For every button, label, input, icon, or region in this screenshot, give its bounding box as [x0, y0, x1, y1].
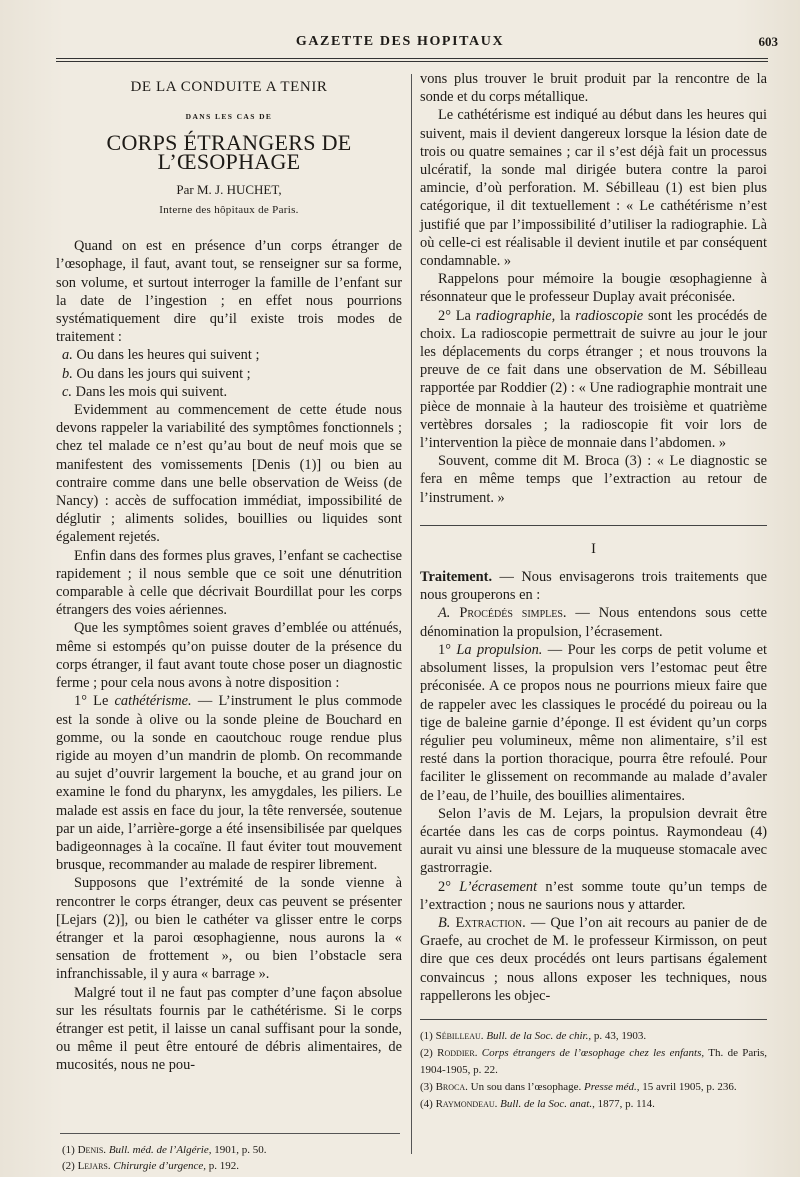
footnote-text: Th. de Paris, 1904-1905, p. 22.: [420, 1046, 768, 1076]
footnote-number: (2): [62, 1160, 78, 1172]
list-item: [56, 346, 402, 364]
paragraph-text: la: [555, 307, 576, 324]
paragraph: Malgré tout il ne faut pas compter d’une façon absolue sur les résultats fournis par le cathétérisme. Si le corps étranger est petit, il laisse un canal suffisant pour la sonde, ou même il peut être entouré de débris alimentaires, de mucosités, nous ne pou-: [56, 984, 402, 1074]
paragraph: Selon l’avis de M. Lejars, la propulsion devrait être écartée dans les cas de corps pointus. Raymondeau (4) aurait vu ainsi une blessure de la muqueuse stomacale avec gastrorragie.: [420, 805, 767, 877]
paragraph: Rappelons pour mémoire la bougie œsophagienne à résonnateur que le professeur Duplay avait préconisée.: [420, 271, 767, 306]
paragraph-text: — Nous entendons sous cette dénomination la propulsion, l’écrasement.: [420, 605, 767, 640]
footnote-title: Bull. de la Soc. anat.,: [497, 1097, 595, 1110]
article-title-top: DE LA CONDUITE A TENIR: [130, 79, 328, 95]
paragraph: [420, 307, 767, 453]
item-term: radiographie,: [475, 307, 556, 324]
footnote: [420, 1028, 767, 1045]
item-number: 2° La: [438, 307, 476, 324]
list-label: a.: [62, 347, 73, 364]
footnote-text: 1901, p. 50.: [211, 1144, 267, 1156]
paragraph: Que les symptômes soient graves d’emblée ou atténués, même si estompés qu’on puisse douter de la présence du corps étranger, il faut avant toute chose poser un diagnostic ferme ; pour cela nous avons à notre disposition :: [56, 620, 402, 692]
list-text: Dans les mois qui suivent.: [75, 383, 228, 400]
section-heading: Traitement.: [420, 569, 493, 586]
paragraph: Evidemment au commencement de cette étude nous devons rappeler la variabilité des symptômes fonctionnels ; chez tel malade ce n’est qu’au bout de neuf mois que se manifestent des vomissements [Denis (1)] ou bien au contraire comme dans une belle observation de Weiss (de Nancy) : accès de suffocation immédiat, impossibilité de déglutir ; aliments solides, bouillies ou liquides sont également rejetés.: [56, 402, 402, 546]
article-author: Par M. J. HUCHET,: [176, 181, 282, 197]
article-title-mid: DANS LES CAS DE: [185, 112, 273, 122]
paragraph: [420, 914, 767, 1005]
footnote-rule: [420, 1019, 767, 1020]
footnote: [62, 1142, 402, 1158]
list-text: Ou dans les heures qui suivent ;: [76, 347, 260, 364]
footnote-author: Roddier.: [437, 1046, 478, 1059]
footnote: [62, 1158, 402, 1174]
column-divider: [411, 74, 412, 1154]
paragraph-text: — Que l’on ait recours au panier de de Graefe, au crochet de M. le professeur Kirmisson, on peut dire que ces deux procédés ont leurs partisans également convaincus ; nous allons exposer les techniques, nous rappellerons les objec-: [420, 914, 767, 1004]
footnote-author: Broca.: [435, 1080, 468, 1093]
footnote-text: p. 43, 1903.: [591, 1029, 647, 1042]
list-text: Ou dans les jours qui suivent ;: [76, 365, 251, 382]
footnote-text: Un sou dans l’œsophage.: [467, 1080, 585, 1093]
footnote-author: Denis.: [77, 1144, 107, 1156]
footnote-number: (2): [420, 1046, 438, 1059]
running-head: GAZETTE DES HOPITAUX: [295, 34, 505, 49]
footnote-text: 1877, p. 114.: [594, 1097, 655, 1110]
item-heading: Procédés simples.: [459, 605, 567, 622]
item-number: 1° Le: [74, 693, 115, 710]
paragraph-text: sont les procédés de choix. La radioscopie permettrait de suivre au jour le jour les déplacements du corps étranger ; et nous trouvons la preuve de ce fait dans une observation de M. Sébilleau rapportée par Roddier (2) : « Une radiographie montrait une pièce de monnaie à la hauteur des troisième et quatrième vertèbres dorsales ; la radioscopie fit voir lors de l’intervention la pièce de monnaie dans l’abdomen. »: [420, 307, 767, 452]
list-item: [56, 365, 402, 383]
footnote-rule: [60, 1133, 400, 1134]
paragraph: Enfin dans des formes plus graves, l’enfant se cachectise rapidement ; il nous semble que ce soit une dénutrition comparable à celle que décrivait Bourdillat pour les corps étrangers des voies aériennes.: [56, 547, 402, 619]
item-number: 2°: [438, 878, 460, 895]
footnote: [420, 1045, 767, 1079]
paragraph-text: — Nous envisagerons trois traitements que nous grouperons en :: [420, 569, 767, 604]
item-heading: Extraction.: [455, 914, 526, 931]
paragraph: Le cathétérisme est indiqué au début dans les heures qui suivent, mais il devient dangereux lorsque la lésion date de trois ou quatre semaines ; car il s’est déjà fait un processus ulcératif, la sonde mal dirigée butera contre la paroi amincie, d’où perforation. M. Sébilleau (1) est bien plus catégorique, il dit textuellement : « Le cathétérisme n’est justifié que par l’impossibilité d’utiliser la radiographie. Là où celle-ci est réalisable il devient inutile et par conséquent condamnable. »: [420, 107, 767, 270]
footnote-number: (1): [62, 1144, 78, 1156]
paragraph: Souvent, comme dit M. Broca (3) : « Le diagnostic se fera en même temps que l’extraction au retour de l’instrument. »: [420, 453, 767, 506]
left-column: [56, 70, 402, 1075]
footnote-title: Bull. de la Soc. de chir.,: [483, 1029, 592, 1042]
section-number: I: [591, 540, 596, 557]
footnote-author: Lejars.: [77, 1160, 111, 1172]
footnote-title: Corps étrangers de l’œsophage chez les enfants,: [477, 1046, 705, 1059]
item-term: radioscopie: [575, 307, 644, 324]
paragraph: [56, 692, 402, 874]
item-term: L’écrasement: [459, 878, 538, 895]
paragraph-text: — L’instrument le plus commode est la sonde à olive ou la sonde pleine de Bouchard en gomme, ou la sonde en caoutchouc rouge rendue plus rigide au moyen d’un mandrin de plomb. On recommande au sujet d’ouvrir largement la bouche, et au grand jour on examine le fond du pharynx, les amygdales, les piliers. Le malade est assis en face du jour, la tête renversée, soutenue par un aide, l’arrière-gorge a été insensibilisée par quelques badigeonnages à la cocaïne. Il faut éviter tout mouvement brusque, recommander au malade de respirer librement.: [56, 693, 402, 874]
paragraph: Quand on est en présence d’un corps étranger de l’œsophage, il faut, avant tout, se renseigner sur sa forme, son volume, et surtout interroger la famille de l’enfant sur la date de l’ingestion ; en effet nous pourrions systématiquement dire qu’il existe trois modes de traitement :: [56, 238, 402, 346]
header-rule: [56, 58, 768, 62]
paragraph: [420, 878, 767, 914]
footnote-title: Chirurgie d’urgence,: [110, 1160, 207, 1172]
footnote-number: (3): [420, 1080, 436, 1093]
item-label: B.: [438, 914, 456, 931]
footnote-author: Raymondeau.: [435, 1097, 498, 1110]
paragraph: vons plus trouver le bruit produit par la rencontre de la sonde et du corps métallique.: [420, 71, 767, 106]
footnote-text: p. 192.: [206, 1160, 240, 1172]
footnote-author: Sébilleau.: [435, 1029, 484, 1042]
item-number: 1°: [438, 641, 457, 658]
paragraph-text: n’est somme toute qu’un temps de l’extraction ; nous ne saurions nous y attarder.: [420, 878, 767, 913]
section-rule: [420, 525, 767, 526]
right-column: [420, 70, 767, 1113]
paragraph: [420, 641, 767, 805]
item-term: cathétérisme.: [114, 693, 192, 710]
footnote-number: (4): [420, 1097, 436, 1110]
list-item: [56, 383, 402, 401]
list-label: c.: [62, 383, 72, 400]
footnote-text: 15 avril 1905, p. 236.: [639, 1080, 737, 1093]
footnote-title: Presse méd.,: [584, 1080, 640, 1093]
paragraph-text: — Pour les corps de petit volume et absolument lisses, la propulsion vers l’estomac peut être préconisée. A ce propos nous ne pourrions mieux faire que de rappeler avec les classiques le procédé du poireau ou la tige de baleine garnie d’éponge. Il est évident qu’un corps régulier peu volumineux, même non alimentaire, s’il est resté dans la portion thoracique, pourra être refoulé. Pour faciliter le glissement on recommande au malade d’avaler de l’eau, de l’huile, des bouillies alimentaires.: [420, 641, 767, 804]
left-footnotes: [62, 1142, 402, 1174]
footnote-title: Bull. méd. de l’Algérie,: [106, 1144, 212, 1156]
footnote: [420, 1096, 767, 1113]
footnote: [420, 1079, 767, 1096]
article-author-role: Interne des hôpitaux de Paris.: [159, 204, 299, 217]
list-label: b.: [62, 365, 73, 382]
right-footnotes: [420, 1028, 767, 1113]
paragraph: Supposons que l’extrémité de la sonde vienne à rencontrer le corps étranger, deux cas peuvent se présenter [Lejars (2)], ou bien le cathéter va glisser entre le corps étranger et la paroi œsophagienne, nous aurons la « sensation de frottement », ou bien l’obstacle sera infranchissable, il y aura « barrage ».: [56, 875, 402, 983]
footnote-number: (1): [420, 1029, 436, 1042]
item-label: A.: [438, 605, 460, 622]
item-term: La propulsion.: [456, 641, 543, 658]
article-title-main: CORPS ÉTRANGERS DE L’ŒSOPHAGE: [106, 130, 352, 174]
paragraph: [420, 568, 767, 604]
paragraph: [420, 604, 767, 640]
page-number: 603: [758, 34, 778, 49]
